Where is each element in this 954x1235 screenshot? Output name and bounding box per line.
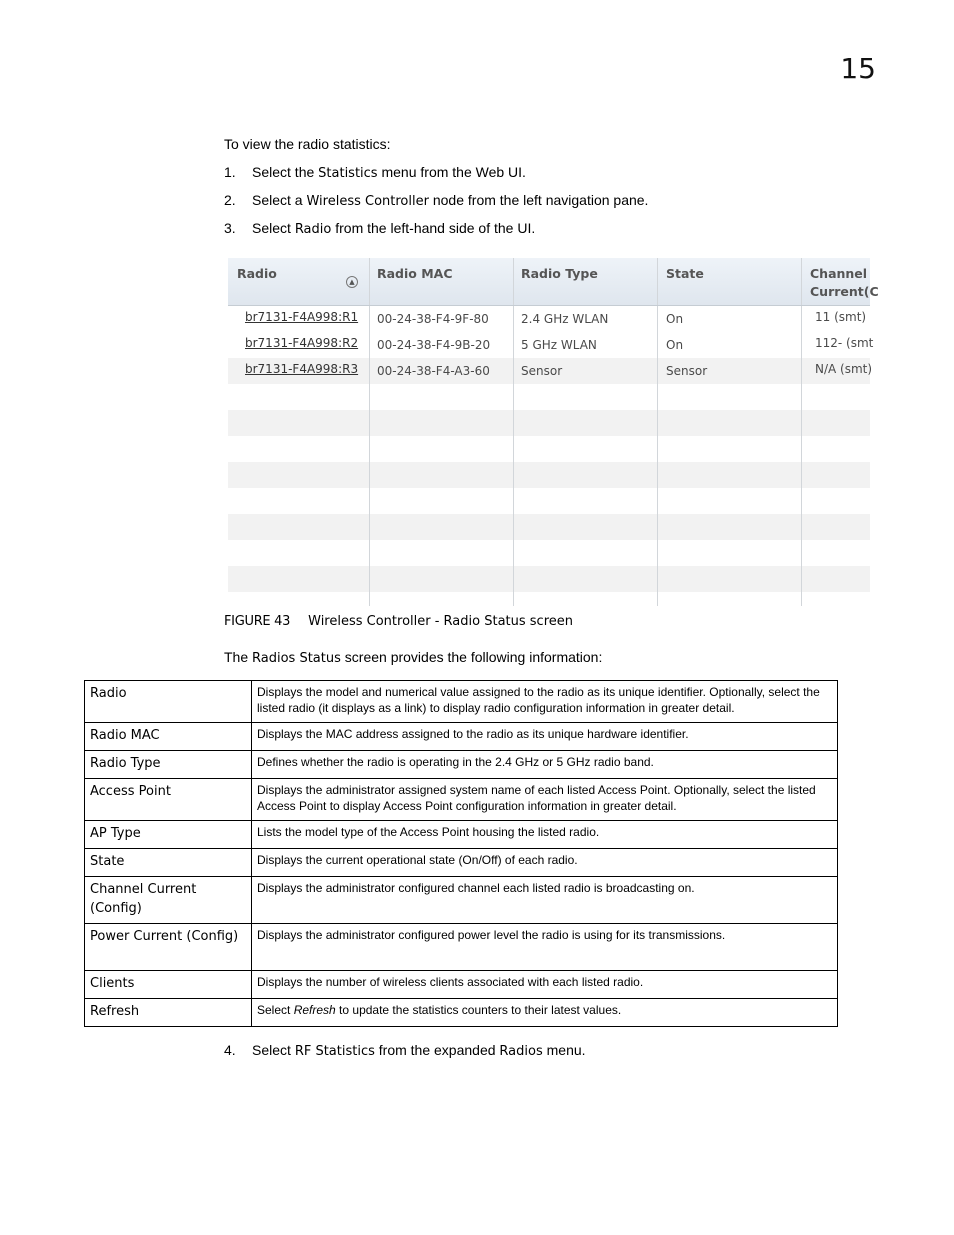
field-name: Refresh <box>85 999 252 1027</box>
radio-link[interactable]: br7131-F4A998:R3 <box>245 362 359 376</box>
radio-link[interactable]: br7131-F4A998:R1 <box>245 310 359 324</box>
field-name: Radio <box>85 681 252 723</box>
step-2 <box>224 192 648 209</box>
ui-term: Wireless Controller <box>306 194 429 209</box>
step-number: 2. <box>224 192 236 208</box>
step-text: menu from the Web UI. <box>377 164 526 180</box>
sort-ascending-icon[interactable]: ▲ <box>346 276 358 288</box>
field-description: Defines whether the radio is operating in the 2.4 GHz or 5 GHz radio band. <box>252 751 838 779</box>
table-cell-state: On <box>666 338 684 352</box>
table-cell-state: Sensor <box>666 364 708 378</box>
field-name: Radio MAC <box>85 723 252 751</box>
field-description: Displays the administrator configured channel each listed radio is broadcasting on. <box>252 877 838 924</box>
ui-term: Radios Status <box>252 651 341 666</box>
column-header-channel[interactable]: Channel Current(C <box>810 266 879 299</box>
step-text: node from the left navigation pane. <box>428 192 649 208</box>
step-text: from the expanded <box>374 1042 500 1058</box>
step-number: 1. <box>224 164 236 180</box>
description-paragraph <box>224 649 602 666</box>
grid-column <box>658 258 802 606</box>
table-row <box>85 999 838 1027</box>
table-row <box>85 924 838 971</box>
field-description: Lists the model type of the Access Point housing the listed radio. <box>252 821 838 849</box>
table-cell-channel: N/A (smt) <box>815 362 873 376</box>
field-name: Radio Type <box>85 751 252 779</box>
column-header-state[interactable]: State <box>666 266 704 281</box>
step-3 <box>224 220 535 237</box>
grid-column <box>370 258 514 606</box>
field-description: Displays the model and numerical value assigned to the radio as its unique identifier. Optionally, select the listed radio (it displays as a link) to display radio configuration information in greater detail. <box>252 681 838 723</box>
figure-label: FIGURE 43 <box>224 614 291 629</box>
desc-emphasis: Refresh <box>293 1003 336 1017</box>
field-description: Displays the number of wireless clients associated with each listed radio. <box>252 971 838 999</box>
field-description: Displays the current operational state (On/Off) of each radio. <box>252 849 838 877</box>
table-cell-channel: 112- (smt <box>815 336 874 350</box>
paragraph-text: screen provides the following information: <box>340 649 603 665</box>
table-row <box>85 779 838 821</box>
table-cell-mac: 00-24-38-F4-9F-80 <box>377 312 489 326</box>
field-description: Displays the administrator assigned system name of each listed Access Point. Optionally, select the listed Access Point to display Access Point configuration information in greater detail. <box>252 779 838 821</box>
table-cell-type: 2.4 GHz WLAN <box>521 312 609 326</box>
field-name: AP Type <box>85 821 252 849</box>
ui-term: Radios <box>499 1044 543 1059</box>
table-cell-mac: 00-24-38-F4-A3-60 <box>377 364 490 378</box>
figure-title: Wireless Controller - Radio Status screen <box>308 614 573 629</box>
column-header-radio[interactable]: Radio <box>237 266 277 281</box>
field-name: Channel Current (Config) <box>85 877 252 924</box>
step-text: from the left-hand side of the UI. <box>331 220 536 236</box>
step-text: Select <box>252 1042 295 1058</box>
table-cell-mac: 00-24-38-F4-9B-20 <box>377 338 491 352</box>
paragraph-text: The <box>224 649 253 665</box>
step-4 <box>224 1042 586 1059</box>
table-row <box>85 849 838 877</box>
intro-text: To view the radio statistics: <box>224 136 391 152</box>
table-cell-type: Sensor <box>521 364 563 378</box>
table-row <box>85 681 838 723</box>
figure-caption <box>224 612 573 629</box>
grid-column <box>514 258 658 606</box>
table-row <box>85 723 838 751</box>
column-header-radio-type[interactable]: Radio Type <box>521 266 598 281</box>
radio-status-screenshot <box>228 258 879 606</box>
step-1 <box>224 164 526 181</box>
field-name: State <box>85 849 252 877</box>
table-cell-channel: 11 (smt) <box>815 310 867 324</box>
desc-text: Select <box>257 1003 294 1017</box>
ui-term: RF Statistics <box>294 1044 375 1059</box>
field-name: Clients <box>85 971 252 999</box>
step-text: Select <box>252 220 295 236</box>
step-number: 4. <box>224 1042 236 1058</box>
step-text: Select a <box>252 192 307 208</box>
table-row <box>85 971 838 999</box>
table-row <box>85 821 838 849</box>
step-number: 3. <box>224 220 236 236</box>
field-description-table <box>84 680 838 1027</box>
table-cell-type: 5 GHz WLAN <box>521 338 597 352</box>
step-text: menu. <box>542 1042 586 1058</box>
table-row <box>85 877 838 924</box>
ui-term: Radio <box>294 222 332 237</box>
field-name: Power Current (Config) <box>85 924 252 971</box>
step-text: Select the <box>252 164 319 180</box>
ui-term: Statistics <box>318 166 378 181</box>
table-row <box>85 751 838 779</box>
chapter-number: 15 <box>840 52 876 85</box>
field-name: Access Point <box>85 779 252 821</box>
table-cell-state: On <box>666 312 684 326</box>
desc-text: to update the statistics counters to their latest values. <box>335 1003 622 1017</box>
column-header-radio-mac[interactable]: Radio MAC <box>377 266 453 281</box>
field-description: Displays the MAC address assigned to the radio as its unique hardware identifier. <box>252 723 838 751</box>
field-description: Displays the administrator configured power level the radio is using for its transmissions. <box>252 924 838 971</box>
field-description <box>252 999 838 1027</box>
radio-link[interactable]: br7131-F4A998:R2 <box>245 336 359 350</box>
